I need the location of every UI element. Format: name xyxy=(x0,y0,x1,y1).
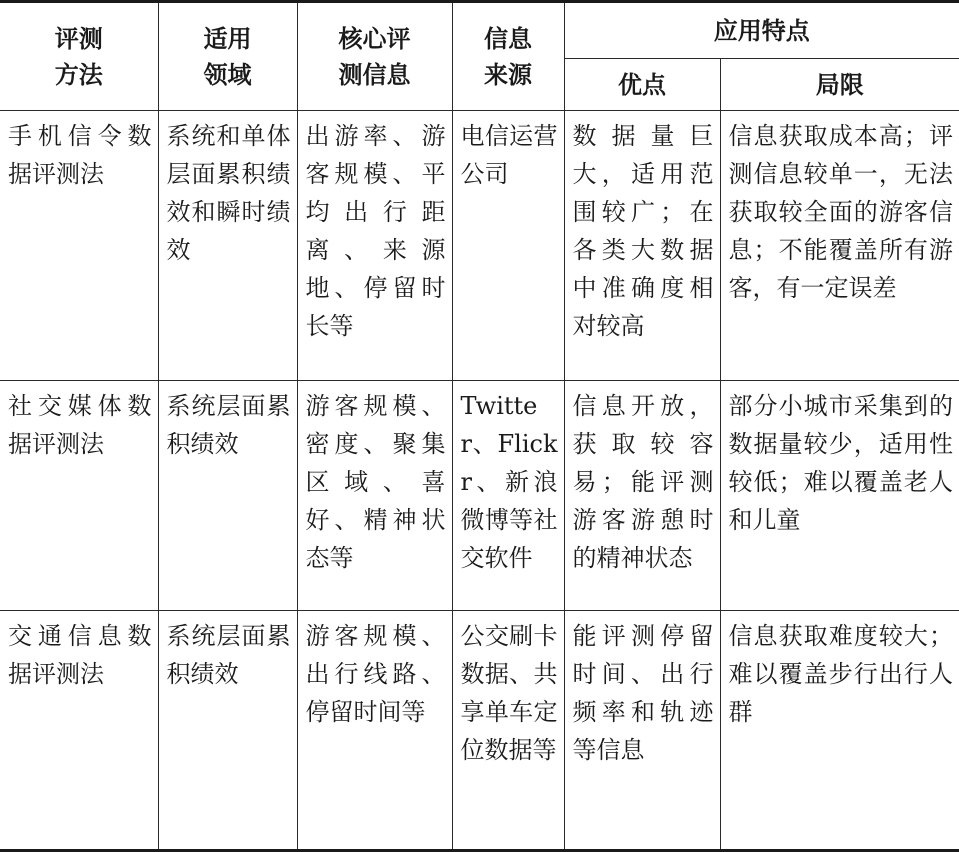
header-row-1 xyxy=(0,2,959,59)
header-core-info: 核心评 测信息 xyxy=(297,2,452,111)
header-advantages: 优点 xyxy=(564,59,720,111)
cell-limitations: 信息获取难度较大；难以覆盖步行出行人群 xyxy=(720,611,959,851)
cell-advantages: 信息开放，获取较容易；能评测游客游憩时的精神状态 xyxy=(564,381,720,611)
cell-source: 电信运营公司 xyxy=(452,111,564,381)
table-row xyxy=(0,381,959,611)
header-features: 应用特点 xyxy=(564,2,959,59)
cell-method: 交通信息数据评测法 xyxy=(0,611,158,851)
cell-limitations: 部分小城市采集到的数据量较少，适用性较低；难以覆盖老人和儿童 xyxy=(720,381,959,611)
cell-core-info: 游客规模、出行线路、停留时间等 xyxy=(297,611,452,851)
header-limitations: 局限 xyxy=(720,59,959,111)
header-method: 评测 方法 xyxy=(0,2,158,111)
header-field: 适用 领域 xyxy=(158,2,297,111)
cell-core-info: 游客规模、密度、聚集区域、喜好、精神状态等 xyxy=(297,381,452,611)
cell-field: 系统层面累积绩效 xyxy=(158,381,297,611)
cell-limitations: 信息获取成本高；评测信息较单一，无法获取较全面的游客信息；不能覆盖所有游客，有一定误差 xyxy=(720,111,959,381)
cell-source: Twitter、Flickr、新浪微博等社交软件 xyxy=(452,381,564,611)
cell-source: 公交刷卡数据、共享单车定位数据等 xyxy=(452,611,564,851)
cell-field: 系统和单体层面累积绩效和瞬时绩效 xyxy=(158,111,297,381)
cell-method: 社交媒体数据评测法 xyxy=(0,381,158,611)
table-row xyxy=(0,111,959,381)
cell-method: 手机信令数据评测法 xyxy=(0,111,158,381)
cell-advantages: 能评测停留时间、出行频率和轨迹等信息 xyxy=(564,611,720,851)
cell-core-info: 出游率、游客规模、平均出行距离、来源地、停留时长等 xyxy=(297,111,452,381)
header-source: 信息 来源 xyxy=(452,2,564,111)
cell-advantages: 数据量巨大，适用范围较广；在各类大数据中准确度相对较高 xyxy=(564,111,720,381)
table-row xyxy=(0,611,959,851)
cell-field: 系统层面累积绩效 xyxy=(158,611,297,851)
